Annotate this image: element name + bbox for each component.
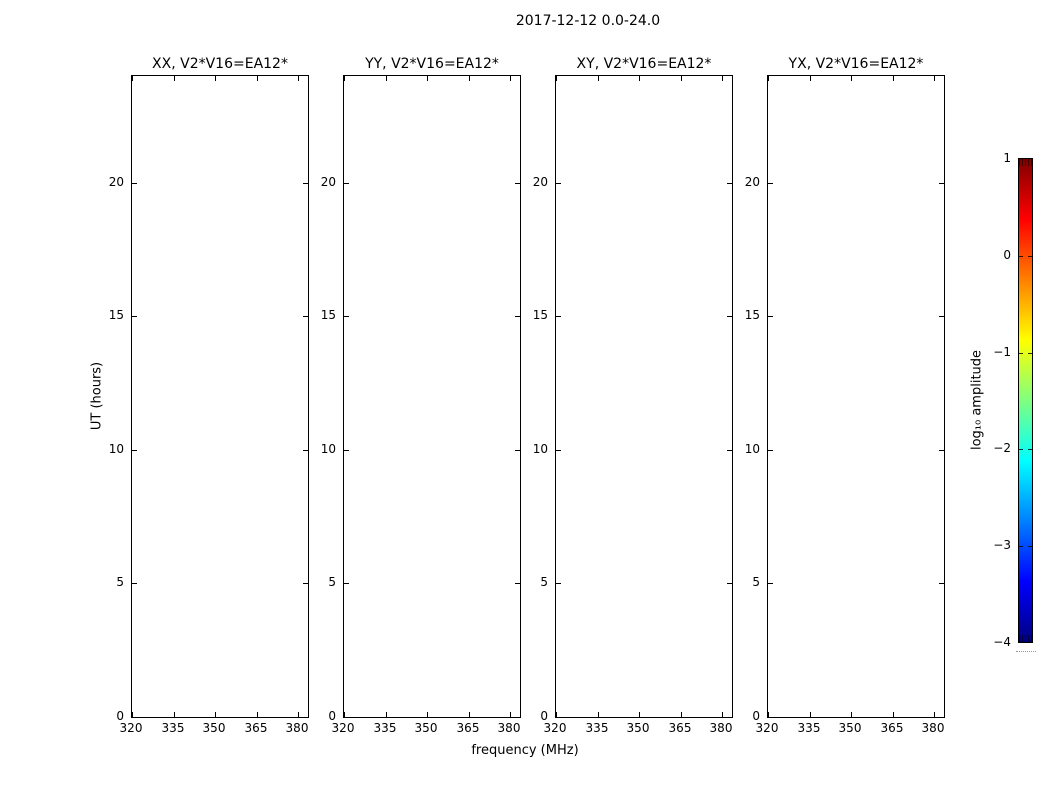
x-tick-mark [681,76,682,81]
colorbar-bottom-hatch-marks [1019,635,1032,642]
x-tick-label: 380 [921,721,945,735]
colorbar [1018,158,1033,643]
x-tick-mark [556,76,557,81]
x-tick-mark [598,712,599,717]
x-tick-mark [934,712,935,717]
y-tick-mark [939,450,944,451]
subplot-frame [555,75,733,718]
x-tick-mark [344,712,345,717]
x-tick-label: 365 [456,721,480,735]
x-tick-mark [893,712,894,717]
x-tick-label: 320 [119,721,143,735]
x-tick-mark [386,712,387,717]
x-tick-mark [810,76,811,81]
y-tick-mark [768,183,773,184]
x-tick-label: 365 [880,721,904,735]
x-tick-mark [469,76,470,81]
x-tick-mark [386,76,387,81]
colorbar-label: log₁₀ amplitude [969,349,985,451]
y-tick-label: 5 [540,575,548,589]
figure-title: 2017-12-12 0.0-24.0 [515,13,661,29]
y-tick-label: 20 [744,175,760,189]
x-tick-mark [851,76,852,81]
y-axis-label: UT (hours) [89,361,105,431]
x-tick-mark [598,76,599,81]
x-axis-label: frequency (MHz) [471,743,579,758]
x-tick-label: 380 [285,721,309,735]
y-tick-label: 10 [532,442,548,456]
subplot-title: YX, V2*V16=EA12* [788,56,924,72]
x-tick-label: 335 [585,721,609,735]
y-tick-mark [939,316,944,317]
y-tick-mark [344,583,349,584]
colorbar-tick-mark [1019,256,1023,257]
y-tick-mark [556,583,561,584]
colorbar-tick-label: −4 [993,635,1011,649]
x-tick-mark [215,76,216,81]
y-tick-label: 15 [744,308,760,322]
y-tick-mark [344,183,349,184]
x-tick-mark [469,712,470,717]
y-tick-mark [939,583,944,584]
colorbar-tick-label: 1 [1003,151,1011,165]
y-tick-mark [344,450,349,451]
y-tick-label: 0 [752,709,760,723]
y-tick-mark [768,583,773,584]
colorbar-tick-mark [1019,546,1023,547]
subplot-frame [343,75,521,718]
x-tick-mark [681,712,682,717]
colorbar-tick-mark [1019,353,1023,354]
y-tick-mark [344,316,349,317]
subplot-title: XY, V2*V16=EA12* [576,56,712,72]
colorbar-tick-label: −3 [993,538,1011,552]
x-tick-label: 335 [373,721,397,735]
x-tick-mark [810,712,811,717]
y-tick-label: 10 [108,442,124,456]
x-tick-label: 335 [161,721,185,735]
colorbar-tick-label: −2 [993,441,1011,455]
colorbar-tick-label: −1 [993,345,1011,359]
colorbar-tick-mark [1028,353,1032,354]
x-tick-mark [427,76,428,81]
colorbar-tick-label: 0 [1003,248,1011,262]
x-tick-mark [893,76,894,81]
y-tick-label: 15 [320,308,336,322]
x-tick-label: 350 [838,721,862,735]
colorbar-tick-mark [1028,256,1032,257]
y-tick-label: 15 [108,308,124,322]
colorbar-tick-mark [1019,449,1023,450]
x-tick-mark [639,712,640,717]
x-tick-label: 320 [543,721,567,735]
y-tick-label: 20 [320,175,336,189]
y-tick-label: 5 [116,575,124,589]
x-tick-mark [556,712,557,717]
x-tick-mark [851,712,852,717]
x-tick-label: 380 [497,721,521,735]
x-tick-mark [257,712,258,717]
y-tick-mark [939,183,944,184]
y-tick-mark [556,316,561,317]
colorbar-tick-mark [1028,449,1032,450]
y-tick-mark [132,583,137,584]
subplot-frame [767,75,945,718]
x-tick-mark [132,76,133,81]
x-tick-label: 365 [244,721,268,735]
x-tick-mark [174,712,175,717]
x-tick-mark [132,712,133,717]
colorbar-bottom-dotted-edge [1016,651,1036,652]
y-tick-mark [132,450,137,451]
subplot-title: YY, V2*V16=EA12* [365,56,499,72]
x-tick-mark [768,712,769,717]
y-tick-label: 5 [752,575,760,589]
x-tick-mark [722,76,723,81]
x-tick-label: 350 [202,721,226,735]
x-tick-mark [344,76,345,81]
y-tick-label: 0 [116,709,124,723]
y-tick-mark [556,450,561,451]
colorbar-top-hatch-marks [1019,159,1032,166]
y-tick-mark [132,183,137,184]
y-tick-mark [132,316,137,317]
y-tick-label: 0 [540,709,548,723]
x-tick-mark [257,76,258,81]
y-tick-mark [768,316,773,317]
y-tick-mark [768,450,773,451]
y-tick-label: 10 [744,442,760,456]
x-tick-label: 320 [331,721,355,735]
x-tick-mark [298,712,299,717]
x-tick-label: 335 [797,721,821,735]
y-tick-label: 0 [328,709,336,723]
colorbar-tick-mark [1028,546,1032,547]
x-tick-mark [298,76,299,81]
x-tick-mark [174,76,175,81]
x-tick-label: 365 [668,721,692,735]
x-tick-label: 350 [626,721,650,735]
y-tick-mark [556,183,561,184]
x-tick-label: 350 [414,721,438,735]
x-tick-mark [934,76,935,81]
x-tick-mark [722,712,723,717]
y-tick-label: 20 [532,175,548,189]
x-tick-mark [510,76,511,81]
y-tick-label: 15 [532,308,548,322]
x-tick-mark [768,76,769,81]
subplot-frame [131,75,309,718]
x-tick-label: 320 [755,721,779,735]
x-tick-mark [427,712,428,717]
x-tick-label: 380 [709,721,733,735]
y-tick-label: 5 [328,575,336,589]
x-tick-mark [639,76,640,81]
x-tick-mark [215,712,216,717]
subplot-title: XX, V2*V16=EA12* [152,56,288,72]
y-tick-label: 20 [108,175,124,189]
y-tick-label: 10 [320,442,336,456]
x-tick-mark [510,712,511,717]
